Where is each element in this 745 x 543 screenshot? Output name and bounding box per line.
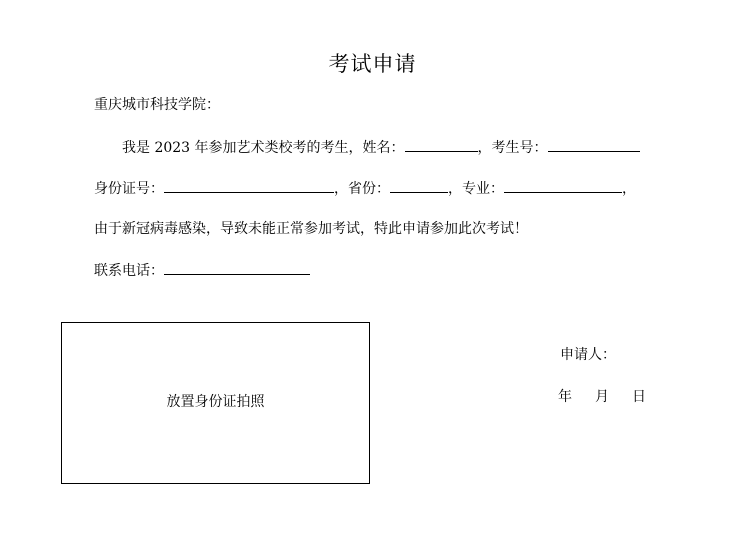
line-name-examno: [122, 137, 640, 158]
phone-label: 联系电话：: [94, 263, 164, 279]
date-line: [540, 386, 670, 406]
province-blank[interactable]: [390, 178, 448, 193]
phone-blank[interactable]: [164, 260, 310, 275]
line-end-comma: ，: [622, 181, 636, 197]
intro-text: 我是 2023 年参加艺术类校考的考生，姓名：: [122, 140, 405, 156]
province-label: ，省份：: [334, 181, 390, 197]
date-year: 年: [558, 389, 572, 405]
major-label: ，专业：: [448, 181, 504, 197]
phone-line: [94, 260, 310, 281]
reason-text: 由于新冠病毒感染，导致未能正常参加考试，特此申请参加此次考试！: [94, 221, 528, 237]
photo-placeholder-text: 放置身份证拍照: [166, 394, 265, 410]
name-blank[interactable]: [405, 137, 478, 152]
applicant-label: 申请人：: [560, 347, 616, 363]
examno-label: ，考生号：: [477, 140, 548, 156]
examno-blank[interactable]: [548, 137, 640, 152]
salutation: 重庆城市科技学院：: [94, 97, 220, 113]
id-label: 身份证号：: [94, 181, 164, 197]
date-month: 月: [595, 389, 609, 405]
page-title: 考试申请: [328, 52, 417, 76]
major-blank[interactable]: [504, 178, 622, 193]
id-photo-box[interactable]: [61, 322, 370, 484]
line-id-province-major: [94, 178, 636, 199]
id-number-blank[interactable]: [164, 178, 334, 193]
date-day: 日: [632, 389, 646, 405]
